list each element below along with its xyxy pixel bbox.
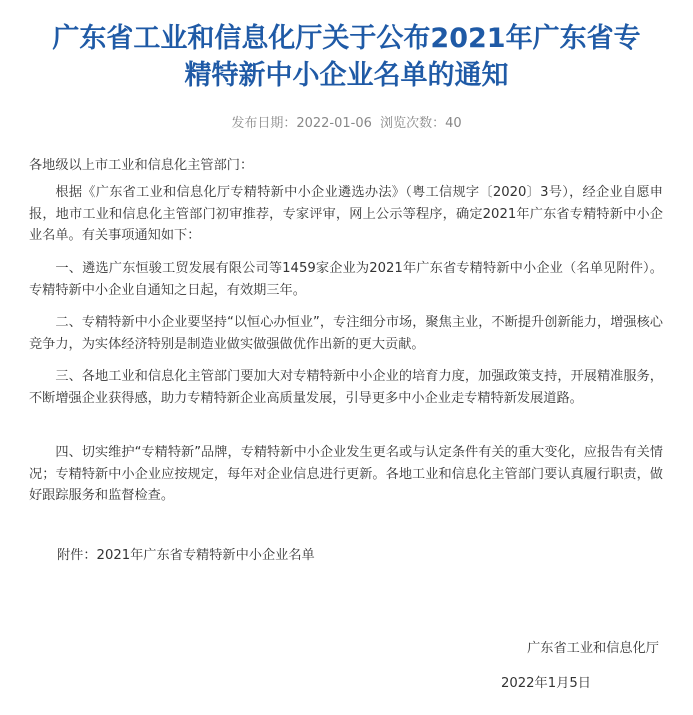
- page-title-line-1: 广东省工业和信息化厅关于公布2021年广东省专: [52, 23, 641, 54]
- issue-date: 2022年1月5日: [501, 676, 591, 691]
- paragraph-item-4: 四、切实维护“专精特新”品牌，专精特新中小企业发生更名或与认定条件有关的重大变化，应报告有关情况；专精特新中小企业应按规定，每年对企业信息进行更新。各地工业和信息化主管部门要认真履行职责，做好跟踪服务和监督检查。: [29, 445, 663, 503]
- paragraph-item-3: 三、各地工业和信息化主管部门要加大对专精特新中小企业的培育力度，加强政策支持，开展精准服务，不断增强企业获得感，助力专精特新企业高质量发展，引导更多中小企业走专精特新发展道路。: [29, 369, 663, 406]
- paragraph-item-1: 一、遴选广东恒骏工贸发展有限公司等1459家企业为2021年广东省专精特新中小企业（名单见附件）。专精特新中小企业自通知之日起，有效期三年。: [29, 261, 663, 298]
- attachment-link[interactable]: 附件：2021年广东省专精特新中小企业名单: [57, 548, 315, 563]
- salutation: 各地级以上市工业和信息化主管部门：: [29, 158, 254, 173]
- paragraph-item-2: 二、专精特新中小企业要坚持“以恒心办恒业”，专注细分市场，聚焦主业，不断提升创新能力，增强核心竞争力，为实体经济特别是制造业做实做强做优作出新的更大贡献。: [29, 315, 663, 352]
- page-title-line-2: 精特新中小企业名单的通知: [184, 60, 509, 91]
- article-meta: [0, 114, 693, 134]
- view-count: 浏览次数：40: [380, 116, 462, 131]
- issuer-signature: 广东省工业和信息化厅: [527, 641, 659, 656]
- paragraph-intro: 根据《广东省工业和信息化厅专精特新中小企业遴选办法》（粤工信规字〔2020〕3号），经企业自愿申报，地市工业和信息化主管部门初审推荐，专家评审，网上公示等程序，确定2021年广东省专精特新中小企业名单。有关事项通知如下：: [29, 185, 663, 243]
- publish-date: 发布日期：2022-01-06: [231, 116, 372, 131]
